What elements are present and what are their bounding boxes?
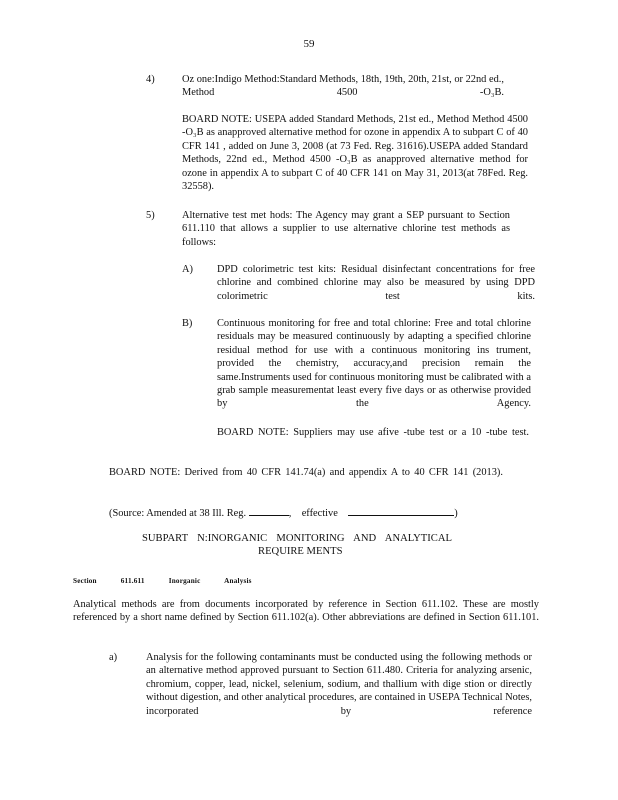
- item-5-text: Alternative test met hods: The Agency may grant a SEP pursuant to Section 611.110 that allows a supplier to use alternative chlorine test methods as follows:: [182, 210, 510, 248]
- item-4-label: 4): [146, 74, 155, 85]
- source-suffix: ): [454, 508, 458, 519]
- board-note: BOARD NOTE: Derived from 40 CFR 141.74(a) and appendix A to 40 CFR 141 (2013).: [109, 467, 503, 478]
- section-number: 611.611: [120, 577, 145, 585]
- section-word: Section: [73, 577, 97, 585]
- source-comma: ,: [288, 508, 292, 519]
- source-blank-register: [249, 506, 289, 516]
- subpart-heading-line1: SUBPART N:INORGANIC MONITORING AND ANALYTICAL: [142, 533, 452, 544]
- subpart-heading-line2: REQUIRE MENTS: [258, 546, 343, 557]
- source-effective: effective: [301, 508, 338, 519]
- item-5b-board-note: BOARD NOTE: Suppliers may use afive -tube test or a 10 -tube test.: [217, 427, 529, 438]
- section-title: Inorganic: [168, 577, 201, 585]
- item-4-board-note: BOARD NOTE: USEPA added Standard Methods, 21st ed., Method Method 4500 -O₃B as anapproved alternative method for ozone in appendix A to subpart C of 40 CFR 141 , added on June 3, 2008 (at 73 Fed. Reg. 31616).USEPA added Standard Methods, 22nd ed., Method 4500 -O₃B as anapproved alternative method for ozone in appendix A to subpart C of 40 CFR 141 on May 31, 2013(at 78Fed. Reg. 32558).: [182, 114, 528, 193]
- item-a-text: Analysis for the following contaminants must be conducted using the following methods or an alternative method approved pursuant to Section 611.480. Criteria for analyzing arsenic, chromium, copper, lead, nickel, selenium, sodium, and thallium with dige stion or directly without digestion, and other analytical procedures, are contained in USEPA Technical Notes, incorporated by reference: [146, 652, 532, 717]
- item-5a-text: DPD colorimetric test kits: Residual disinfectant concentrations for free chlorine and combined chlorine may also be measured by using DPD colorimetric test kits.: [217, 264, 535, 302]
- item-5-label: 5): [146, 210, 155, 221]
- item-a-label: a): [109, 652, 118, 663]
- page-number: 59: [303, 38, 315, 50]
- source-line: [109, 506, 519, 520]
- item-5a-label: A): [182, 264, 193, 275]
- source-prefix: (Source: Amended at 38 Ill. Reg.: [109, 508, 247, 519]
- section-subtitle: Analysis: [224, 577, 252, 585]
- intro-paragraph: Analytical methods are from documents incorporated by reference in Section 611.102. These are mostly referenced by a short name defined by Section 611.102(a). Other abbreviations are defined in Section 611.101.: [73, 599, 539, 624]
- item-5b-label: B): [182, 318, 193, 329]
- item-5b-text: Continuous monitoring for free and total chlorine: Free and total chlorine residuals may be measured continuously by adapting a specified chlorine residual method for use with a continuous monitoring ins trument, provided the chemistry, accuracy,and precision remain the same.Instruments used for continuous monitoring must be calibrated with a grab sample measurementat least every five days or as otherwise provided by the Agency.: [217, 318, 531, 410]
- source-blank-date: [348, 506, 454, 516]
- section-heading: [73, 575, 274, 588]
- item-4-text: Oz one:Indigo Method:Standard Methods, 18th, 19th, 20th, 21st, or 22nd ed., Method 4500 -O₃B.: [182, 74, 504, 99]
